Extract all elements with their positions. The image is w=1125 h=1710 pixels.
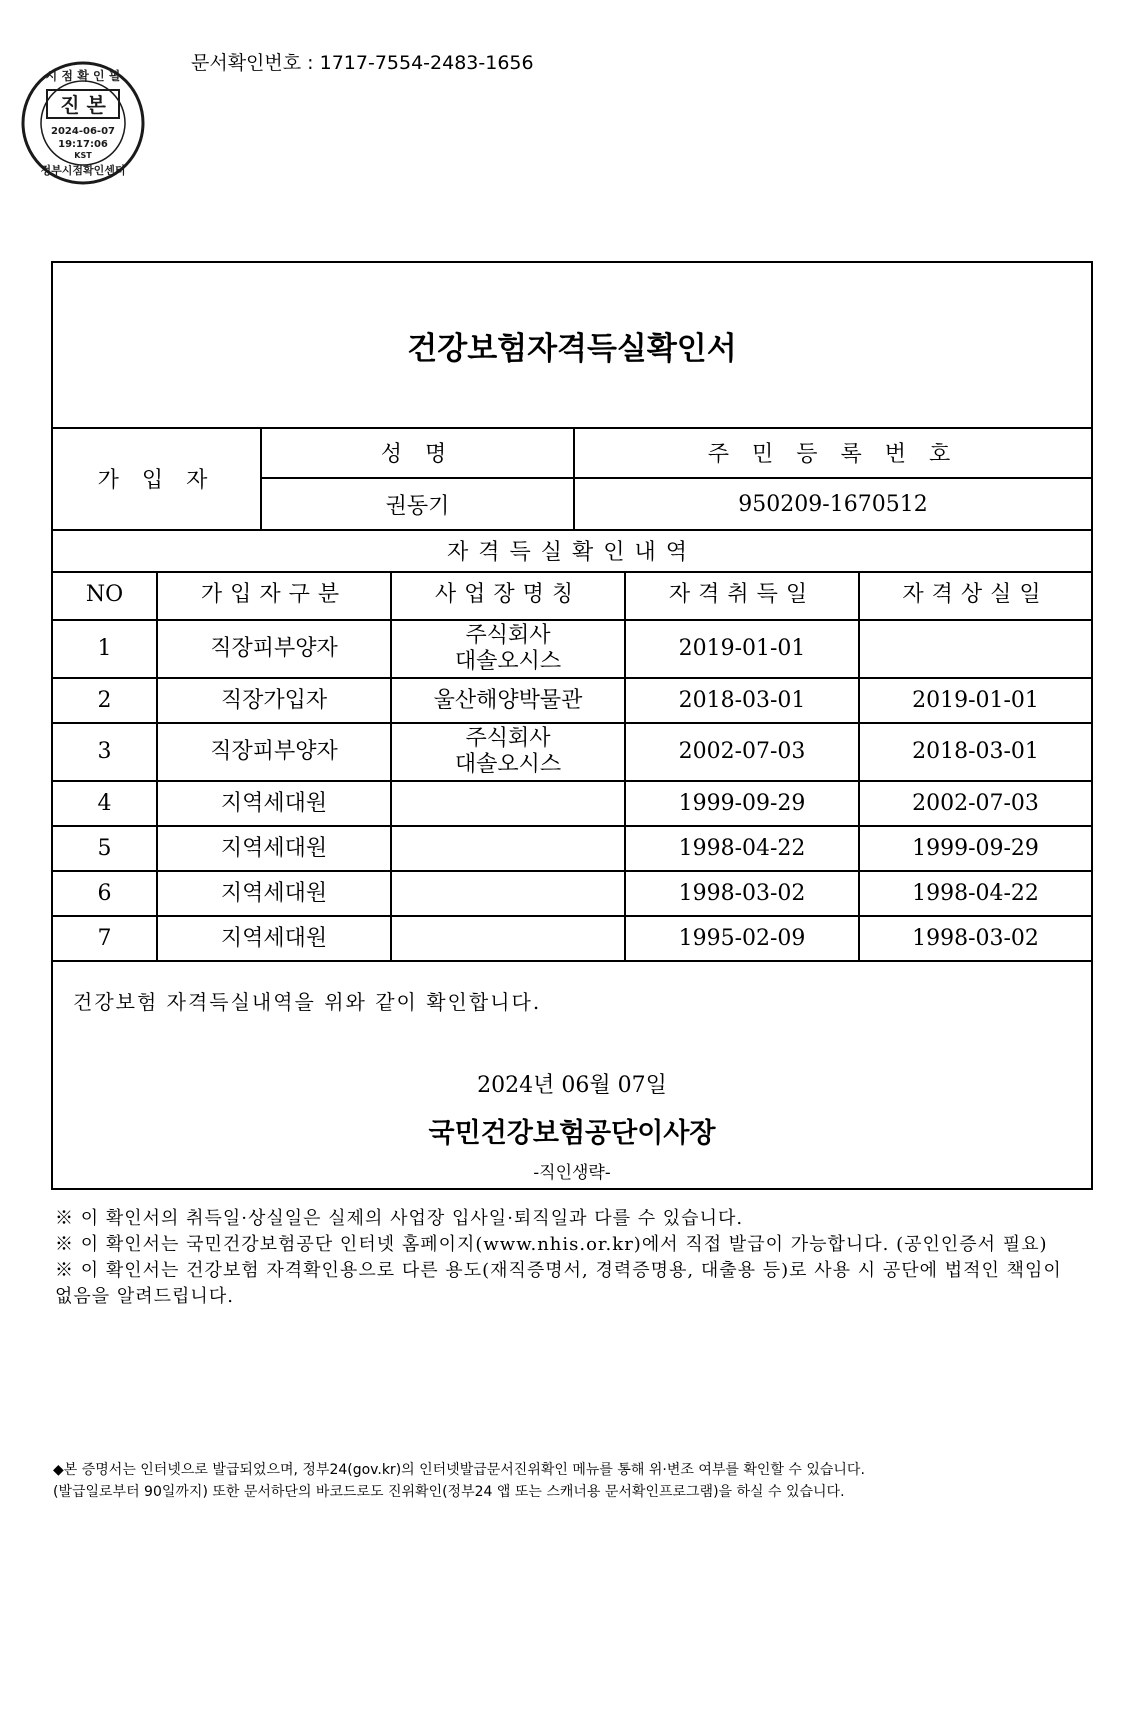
member-header-row <box>53 427 1091 478</box>
row-type: 지역세대원 <box>157 781 391 826</box>
issue-date: 2024년 06월 07일 <box>477 1073 667 1098</box>
row-type: 직장가입자 <box>157 678 391 723</box>
table-row <box>53 781 1091 826</box>
seal-zone: KST <box>74 151 92 160</box>
document-number: 문서확인번호 : 1717-7554-2483-1656 <box>191 52 534 74</box>
row-workplace: 울산해양박물관 <box>391 678 625 723</box>
row-no: 3 <box>53 723 157 781</box>
col-header-lost: 자격상실일 <box>859 571 1091 620</box>
row-workplace <box>391 781 625 826</box>
table-row <box>53 871 1091 916</box>
row-workplace <box>391 871 625 916</box>
note-item: ※ 이 확인서는 국민건강보험공단 인터넷 홈페이지(www.nhis.or.kr)에서 직접 발급이 가능합니다. (공인인증서 필요) <box>55 1234 1048 1255</box>
row-acquired: 2002-07-03 <box>625 723 859 781</box>
col-header-workplace: 사업장명칭 <box>391 571 625 620</box>
col-header-acquired: 자격취득일 <box>625 571 859 620</box>
table-row <box>53 620 1091 678</box>
row-no: 5 <box>53 826 157 871</box>
table-row <box>53 678 1091 723</box>
member-label: 가 입 자 <box>53 427 261 530</box>
row-lost: 1999-09-29 <box>859 826 1091 871</box>
member-rrn: 950209-1670512 <box>574 478 1091 530</box>
row-acquired: 2018-03-01 <box>625 678 859 723</box>
row-workplace <box>391 826 625 871</box>
seal-omitted-note: -직인생략- <box>533 1163 611 1183</box>
member-table <box>53 427 1091 531</box>
confirmation-statement: 건강보험 자격득실내역을 위와 같이 확인합니다. <box>73 990 542 1014</box>
row-acquired: 1998-03-02 <box>625 871 859 916</box>
page-title: 건강보험자격득실확인서 <box>407 330 737 367</box>
note-item: ※ 이 확인서는 건강보험 자격확인용으로 다른 용도(재직증명서, 경력증명용, 대출용 등)로 사용 시 공단에 법적인 책임이 없음을 알려드립니다. <box>55 1260 1062 1307</box>
row-lost: 2019-01-01 <box>859 678 1091 723</box>
col-header-type: 가입자구분 <box>157 571 391 620</box>
certificate-frame <box>51 261 1093 1190</box>
history-header-row <box>53 571 1091 620</box>
row-acquired: 1999-09-29 <box>625 781 859 826</box>
seal-date: 2024-06-07 <box>51 126 115 137</box>
row-lost: 2002-07-03 <box>859 781 1091 826</box>
row-type: 지역세대원 <box>157 871 391 916</box>
row-type: 직장피부양자 <box>157 723 391 781</box>
row-no: 4 <box>53 781 157 826</box>
seal-top-text: 시 점 확 인 필 <box>45 69 121 83</box>
seal-stamp-icon <box>20 60 146 186</box>
row-acquired: 2019-01-01 <box>625 620 859 678</box>
member-name: 권동기 <box>261 478 574 530</box>
table-row <box>53 826 1091 871</box>
row-lost: 1998-03-02 <box>859 916 1091 961</box>
row-no: 1 <box>53 620 157 678</box>
history-heading: 자격득실확인내역 <box>53 529 1091 573</box>
col-header-no: NO <box>53 571 157 620</box>
seal-time: 19:17:06 <box>58 139 108 150</box>
name-header: 성 명 <box>261 427 574 478</box>
history-table <box>53 571 1091 962</box>
notes-section <box>55 1206 1085 1310</box>
table-row <box>53 916 1091 961</box>
row-no: 7 <box>53 916 157 961</box>
table-row <box>53 723 1091 781</box>
issuer-name: 국민건강보험공단이사장 <box>428 1118 716 1149</box>
row-acquired: 1995-02-09 <box>625 916 859 961</box>
rrn-header: 주 민 등 록 번 호 <box>574 427 1091 478</box>
row-lost <box>859 620 1091 678</box>
footer-notice <box>53 1459 1113 1503</box>
row-type: 지역세대원 <box>157 916 391 961</box>
footer-line: ◆본 증명서는 인터넷으로 발급되었으며, 정부24(gov.kr)의 인터넷발급문서진위확인 메뉴를 통해 위·변조 여부를 확인할 수 있습니다. <box>53 1462 865 1478</box>
seal-bottom-text: 정부시점확인센터 <box>40 164 126 177</box>
row-workplace: 주식회사 대솔오시스 <box>391 723 625 781</box>
row-workplace: 주식회사 대솔오시스 <box>391 620 625 678</box>
row-type: 직장피부양자 <box>157 620 391 678</box>
footer-line: (발급일로부터 90일까지) 또한 문서하단의 바코드로도 진위확인(정부24 앱 또는 스캐너용 문서확인프로그램)을 하실 수 있습니다. <box>53 1484 845 1500</box>
row-acquired: 1998-04-22 <box>625 826 859 871</box>
verification-seal <box>20 60 146 186</box>
note-item: ※ 이 확인서의 취득일·상실일은 실제의 사업장 입사일·퇴직일과 다를 수 있습니다. <box>55 1208 744 1229</box>
seal-center-text: 진 본 <box>60 93 106 117</box>
row-type: 지역세대원 <box>157 826 391 871</box>
row-workplace <box>391 916 625 961</box>
title-box <box>53 263 1091 429</box>
row-lost: 1998-04-22 <box>859 871 1091 916</box>
row-no: 2 <box>53 678 157 723</box>
row-no: 6 <box>53 871 157 916</box>
row-lost: 2018-03-01 <box>859 723 1091 781</box>
